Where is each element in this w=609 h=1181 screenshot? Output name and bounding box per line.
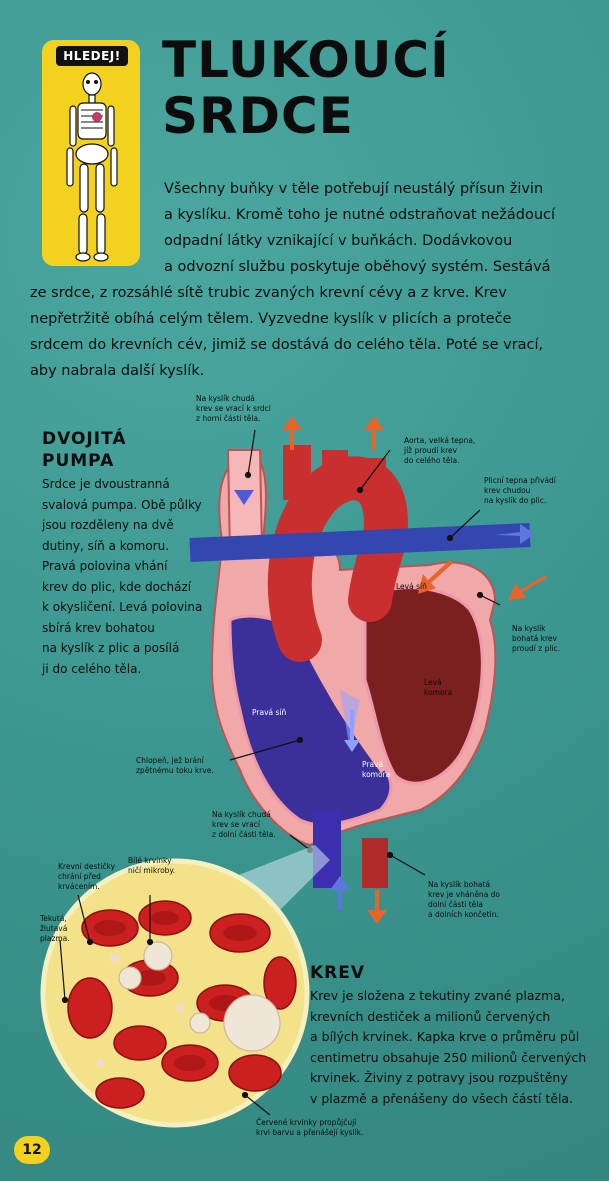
label-left-atrium: Levá síň <box>396 582 427 591</box>
label-oxygen-rich: Na kyslík bohatá krev proudí z plic. <box>512 624 561 653</box>
page-number: 12 <box>14 1136 50 1164</box>
double-pump-heading-2: PUMPA <box>42 451 115 471</box>
label-valve: Chlopeň, jež brání zpětnému toku krve. <box>136 756 214 775</box>
blood-heading: KREV <box>310 963 366 983</box>
blood-text: Krev je složena z tekutiny zvané plazma, krevních destiček a milionů červených a bílých krvinek. Kapka krve o průměru půl centimetru obsahuje 250 milionů červených krvinek. Živiny z potravy jsou rozpuštěny v plazmě a přenášeny do všech částí těla. <box>310 988 587 1106</box>
double-pump-heading-1: DVOJITÁ <box>42 429 127 449</box>
pulmonary-artery <box>190 535 530 550</box>
label-lower-vein: Na kyslík chudá krev se vrací z dolní části těla. <box>212 810 276 839</box>
label-red-cells: Červené krvinky propůjčují krvi barvu a přenášejí kyslík. <box>256 1118 364 1137</box>
intro-paragraph: Všechny buňky v těle potřebují neustálý přísun živin a kyslíku. Kromě toho je nutné odstraňovat nežádoucí odpadní látky vznikající v buňkách. Dodávkovou a odvozní službu poskytuje oběhový systém. Sestává ze srdce, z rozsáhlé sítě trubic zvaných krevní cévy a z krve. Krev nepřetržitě obíhá celým tělem. Vyzvedne kyslík v plicích a proteče srdcem do krevních cév, jimiž se dostává do celého těla. Poté se vrací, aby nabrala další kyslík. <box>30 181 556 379</box>
label-descending-aorta: Na kyslík bohatá krev je vháněna do dolní části těla a dolních končetin. <box>428 880 501 919</box>
page-title: TLUKOUCÍ SRDCE <box>162 31 450 145</box>
double-pump-section <box>42 428 212 679</box>
label-plasma: Tekutá, žlutavá plazma. <box>40 914 70 943</box>
label-pulmonary-artery: Plicní tepna přivádí krev chudou na kyslík do plic. <box>484 476 556 505</box>
double-pump-text: Srdce je dvoustranná svalová pumpa. Obě půlky jsou rozděleny na dvě dutiny, síň a komoru. Pravá polovina vhání krev do plic, kde dochází k okysličení. Levá polovina sbírá krev bohatou na kyslík z plic a posílá ji do celého těla. <box>42 477 203 676</box>
label-upper-vein: Na kyslík chudá krev se vrací k srdci z horní části těla. <box>196 394 271 423</box>
label-aorta: Aorta, velká tepna, jíž proudí krev do celého těla. <box>404 436 476 465</box>
label-left-ventricle: Levá komora <box>424 678 453 697</box>
blood-section <box>310 962 600 1109</box>
label-platelets: Krevní destičky chrání před krvácením. <box>58 862 116 891</box>
label-right-atrium: Pravá síň <box>252 708 287 717</box>
label-right-ventricle: Pravá komora <box>362 760 391 779</box>
find-me-badge: HLEDEJ! <box>56 46 128 66</box>
label-white-cells: Bílé krvinky ničí mikroby. <box>128 856 176 875</box>
heart-marker-icon <box>92 112 102 122</box>
